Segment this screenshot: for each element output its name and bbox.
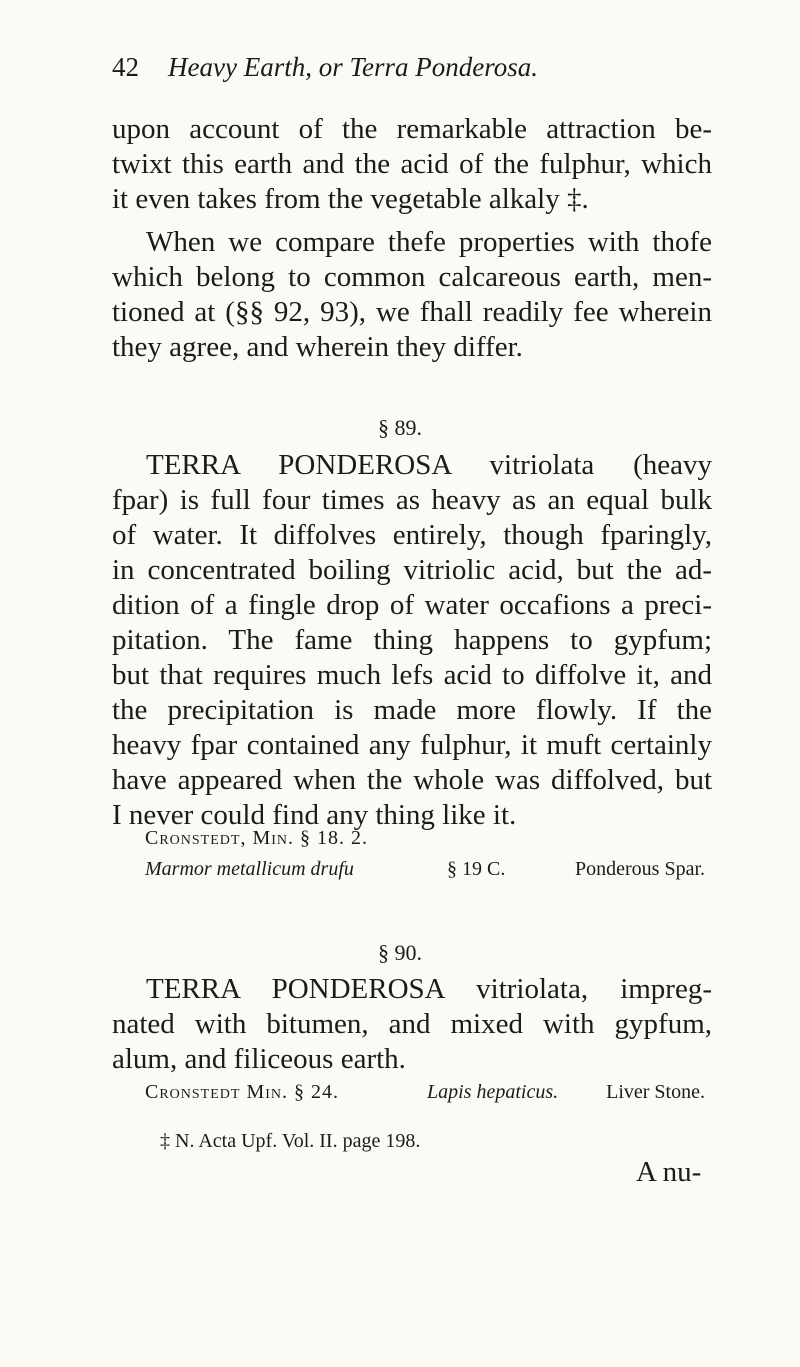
text-line: tioned at (§§ 92, 93), we fhall readily fee wherein <box>112 296 712 328</box>
text-line: they agree, and wherein they differ. <box>112 331 523 363</box>
reference-english-name: Ponderous Spar. <box>575 858 705 880</box>
compare-paragraph <box>112 225 712 365</box>
text-line: have appeared when the whole was diffolved, but <box>112 764 712 796</box>
text-line: heavy fpar contained any fulphur, it muft certainly <box>112 729 712 761</box>
running-head: Heavy Earth, or Terra Ponderosa. <box>168 52 538 82</box>
text-line: nated with bitumen, and mixed with gypfum, <box>112 1008 712 1040</box>
text-line: TERRA PONDEROSA vitriolata (heavy <box>146 449 712 481</box>
page-header <box>112 52 712 92</box>
section-90-reference <box>145 1081 705 1104</box>
text-line: dition of a fingle drop of water occafions a preci- <box>112 589 712 621</box>
text-line: fpar) is full four times as heavy as an equal bulk <box>112 484 712 516</box>
reference-author: Cronstedt Min. § 24. <box>145 1081 340 1103</box>
text-line: alum, and filiceous earth. <box>112 1043 406 1075</box>
text-line: it even takes from the vegetable alkaly ‡. <box>112 183 589 215</box>
text-line: upon account of the remarkable attraction be- <box>112 113 712 145</box>
text-line: the precipitation is made more flowly. If the <box>112 694 712 726</box>
section-89-reference-1: Cronstedt, Min. § 18. 2. <box>145 827 369 849</box>
reference-english-name: Liver Stone. <box>606 1081 705 1103</box>
section-89-paragraph <box>112 448 712 833</box>
section-number-90: § 90. <box>378 940 422 965</box>
section-89-reference-2 <box>145 858 705 881</box>
reference-latin-name: Lapis hepaticus. <box>427 1081 559 1103</box>
text-line: in concentrated boiling vitriolic acid, but the ad- <box>112 554 712 586</box>
footnote: ‡ N. Acta Upf. Vol. II. page 198. <box>160 1130 421 1152</box>
page-number: 42 <box>112 52 139 82</box>
text-line: but that requires much lefs acid to diffolve it, and <box>112 659 712 691</box>
text-line: pitation. The fame thing happens to gypfum; <box>112 624 712 656</box>
text-line: I never could find any thing like it. <box>112 799 517 831</box>
text-line: twixt this earth and the acid of the fulphur, which <box>112 148 712 180</box>
section-number-89: § 89. <box>378 415 422 440</box>
reference-latin-name: Marmor metallicum drufu <box>145 858 354 880</box>
text-line: which belong to common calcareous earth, men- <box>112 261 712 293</box>
section-90-paragraph <box>112 972 712 1077</box>
catchword: A nu- <box>636 1156 702 1188</box>
intro-paragraph <box>112 112 712 217</box>
text-line: of water. It diffolves entirely, though fparingly, <box>112 519 712 551</box>
reference-section: § 19 C. <box>447 858 506 880</box>
text-line: When we compare thefe properties with thofe <box>146 226 712 258</box>
text-line: TERRA PONDEROSA vitriolata, impreg- <box>146 973 712 1005</box>
